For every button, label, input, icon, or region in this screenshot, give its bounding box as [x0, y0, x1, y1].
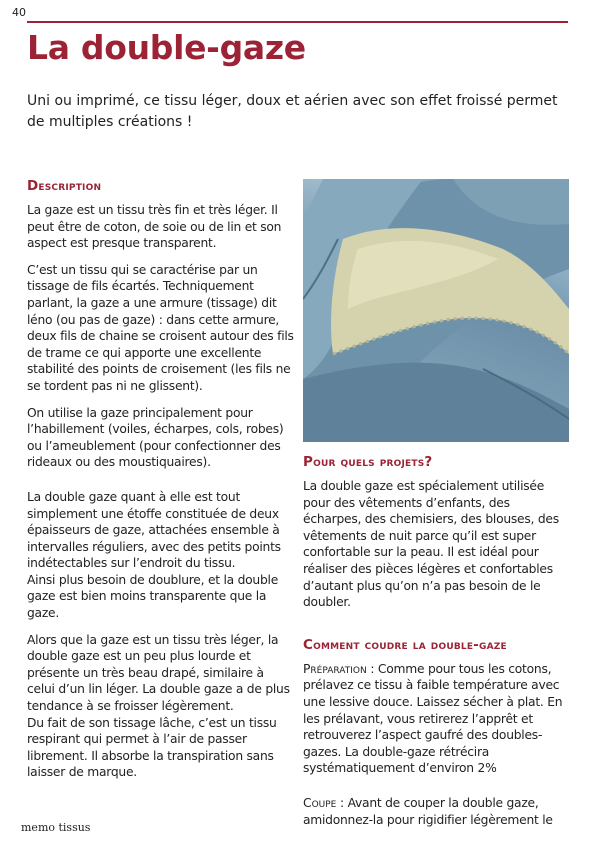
- projects-heading: Pour quels projets?: [303, 454, 433, 470]
- description-paragraph: Ainsi plus besoin de doublure, et la double gaze est bien moins transparente que la gaze.: [27, 572, 279, 621]
- cutting-paragraph: [303, 795, 571, 828]
- preparation-text: : Comme pour tous les cotons, prélavez ce tissu à faible température avec une lessive douce. Laissez sécher à plat. En les prélavant, vous retirerez l’apprêt et retrouverez l’aspect gaufré des doubles-gazes. La double-gaze rétrécira systématiquement d’environ 2%: [303, 661, 563, 776]
- page-title: La double-gaze: [27, 28, 306, 67]
- description-paragraph: La gaze est un tissu très fin et très léger. Il peut être de coton, de soie ou de lin et son aspect est presque transparent.: [27, 203, 282, 251]
- page-number: 40: [12, 6, 26, 19]
- preparation-label: Préparation: [303, 661, 367, 676]
- description-heading: Description: [27, 178, 102, 194]
- fabric-illustration: [303, 179, 569, 442]
- footer-label: memo tissus: [21, 821, 91, 834]
- description-paragraph: On utilise la gaze principalement pour l’habillement (voiles, écharpes, cols, robes) ou l’ameublement (pour confectionner des rideaux ou des moustiquaires).: [27, 405, 284, 470]
- cutting-label: Coupe: [303, 795, 337, 810]
- cutting-text: : Avant de couper la double gaze, amidonnez-la pour rigidifier légèrement le: [303, 795, 553, 827]
- preparation-paragraph: [303, 661, 571, 777]
- description-paragraph: C’est un tissu qui se caractérise par un tissage de fils écartés. Techniquement parlant, la gaze a une armure (tissage) dit léno (ou pas de gaze) : dans cette armure, deux fils de chaine se croisent autour des fils de trame ce qui apporte une excellente stabilité des points de croisement (les fils ne se tordent pas ni ne glissent).: [27, 262, 294, 393]
- intro-text: Uni ou imprimé, ce tissu léger, doux et aérien avec son effet froissé permet de multiples créations !: [27, 93, 558, 130]
- left-column: [27, 178, 295, 791]
- header-rule: [27, 21, 568, 23]
- description-paragraph: Alors que la gaze est un tissu très léger, la double gaze est un peu plus lourde et présente un très beau drapé, similaire à celui d’un lin léger. La double gaze a de plus tendance à se froisser légèrement.: [27, 632, 290, 714]
- description-paragraph: Du fait de son tissage lâche, c’est un tissu respirant qui permet à l’air de passer librement. Il absorbe la transpiration sans laisser de marque.: [27, 715, 277, 780]
- fabric-photo: [303, 179, 569, 442]
- projects-text: La double gaze est spécialement utilisée pour des vêtements d’enfants, des écharpes, des chemisiers, des blouses, des vêtements de nuit parce qu’il est super confortable sur la peau. Il est idéal pour réaliser des pièces légères et confortables d’autant plus qu’on n’a pas besoin de le doubler.: [303, 479, 559, 610]
- description-paragraph: La double gaze quant à elle est tout simplement une étoffe constituée de deux épaisseurs de gaze, attachées ensemble à intervalles réguliers, avec des petits points indétectables sur l’endroit du tissu.: [27, 489, 281, 571]
- right-column: [303, 454, 571, 838]
- sewing-heading: Comment coudre la double-gaze: [303, 636, 507, 653]
